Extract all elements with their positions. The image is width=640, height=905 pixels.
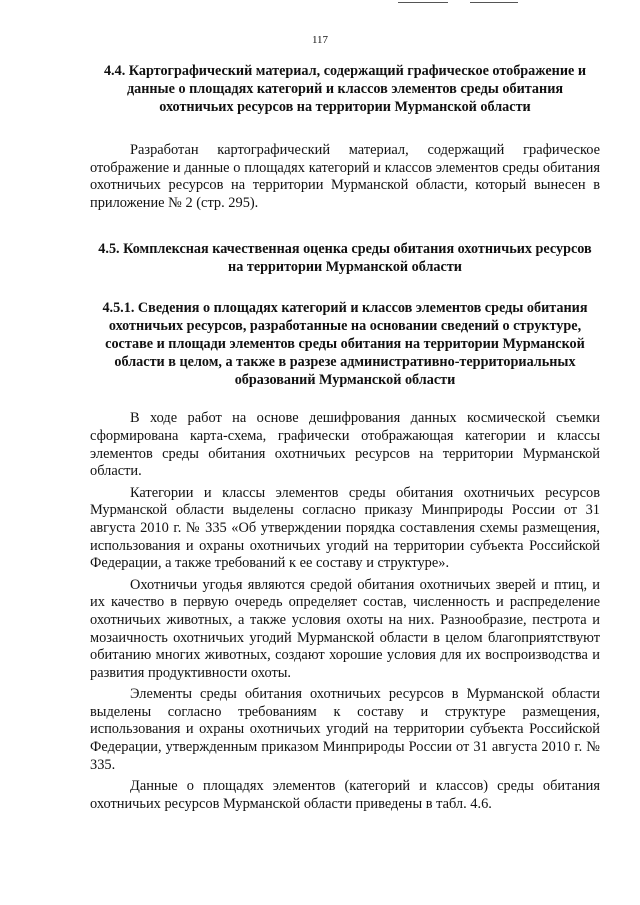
body-paragraph: Данные о площадях элементов (категорий и классов) среды обитания охотничьих ресурсов Мурманской области приведены в табл. 4.6. <box>90 778 600 812</box>
scan-edge-line <box>398 2 448 3</box>
body-paragraph: Категории и классы элементов среды обитания охотничьих ресурсов Мурманской области выделены согласно приказу Минприроды России от 31 августа 2010 г. № 335 «Об утверждении порядка составления схемы размещения, использования и охраны охотничьих угодий на территории субъекта Российской Федерации, а также требований к ее составу и структуре». <box>90 484 600 572</box>
section-heading-4-5: 4.5. Комплексная качественная оценка среды обитания охотничьих ресурсов на территории Мурманской области <box>98 241 592 276</box>
body-paragraph: Элементы среды обитания охотничьих ресурсов в Мурманской области выделены согласно требованиям к составу и структуре размещения, использования и охраны охотничьих угодий на территории субъекта Российской Федерации, утвержденным приказом Минприроды России от 31 августа 2010 г. № 335. <box>90 686 600 773</box>
subsection-heading-4-5-1: 4.5.1. Сведения о площадях категорий и классов элементов среды обитания охотничьих ресурсов, разработанные на основании сведений о структуре, составе и площади элементов среды обитания на территории Мурманской области в целом, а также в разрезе административно-территориальных образований Мурманской области <box>102 300 588 389</box>
body-paragraph: В ходе работ на основе дешифрования данных космической съемки сформирована карта-схема, графически отображающая категории и классы элементов среды обитания охотничьих ресурсов на территории Мурманской области. <box>90 410 600 480</box>
page-body <box>90 60 600 813</box>
body-paragraph: Охотничьи угодья являются средой обитания охотничьих зверей и птиц, и их качество в первую очередь определяет состав, численность и распределение охотничьих животных, а также условия охоты на них. Разнообразие, пестрота и мозаичность охотничьих угодий Мурманской области в целом благоприятствуют обитанию многих животных, создают хорошие условия для их воспроизводства и развития продуктивности охоты. <box>90 576 600 681</box>
page-number: 117 <box>311 34 329 46</box>
scan-edge-line <box>470 2 518 3</box>
section-4-4-paragraph: Разработан картографический материал, содержащий графическое отображение и данные о площадях категорий и классов элементов среды обитания охотничьих ресурсов на территории Мурманской области, который вынесен в приложение № 2 (стр. 295). <box>90 142 600 211</box>
section-heading-4-4: 4.4. Картографический материал, содержащий графическое отображение и данные о площадях категорий и классов элементов среды обитания охотничьих ресурсов на территории Мурманской области <box>103 63 587 115</box>
